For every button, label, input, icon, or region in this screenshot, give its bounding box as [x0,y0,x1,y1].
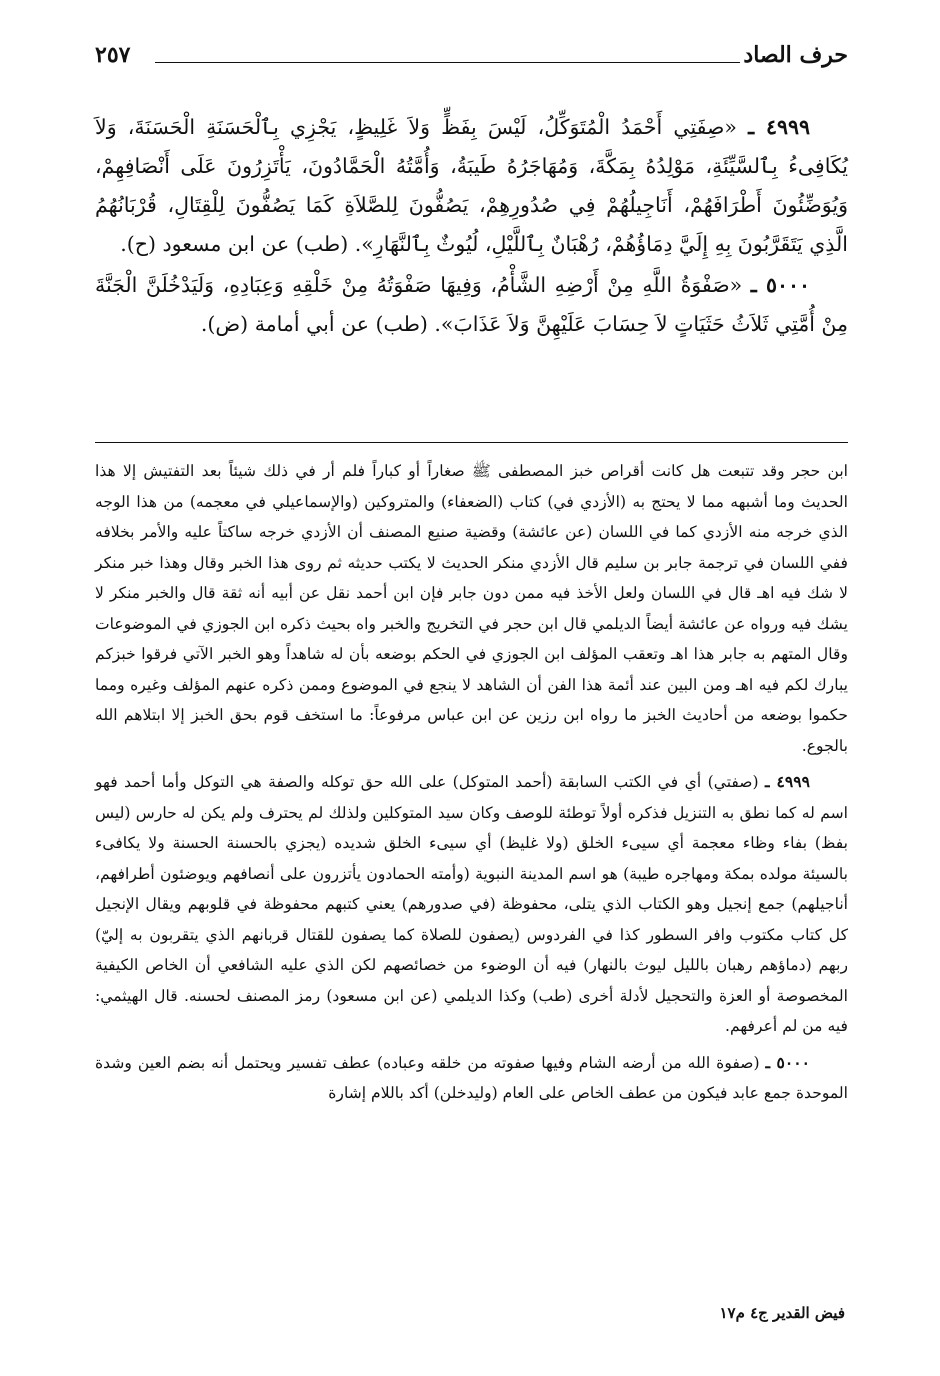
commentary-text: ابن حجر وقد تتبعت هل كانت أقراص خبز المصطفى ﷺ صغاراً أو كباراً فلم أر في ذلك شيئاً بعد التفتيش إلا هذا الحديث وما أشبهه مما لا يحتج به (الأزدي في) كتاب (الضعفاء) والمتروكين (والإسماعيلي في معجمه) من هذا الوجه الذي خرجه منه الأزدي كما في اللسان (عن عائشة) وقضية صنيع المصنف أن الأزدي خرجه ساكتاً عليه والأمر بخلافه ففي اللسان في ترجمة جابر بن سليم قال الأزدي منكر الحديث لا يكتب حديثه ثم روى هذا الخبر وقال وهذا خبر منكر لا شك فيه اهـ قال في اللسان ولعل الأخذ فيه ممن دون جابر فإن ابن أحمد نقل عن أبيه أنه ثقة قال والخبر منكر لا يشك فيه ورواه عن عائشة أيضاً الديلمي قال ابن حجر في التخريج والخبر واه بحيث ذكره ابن الجوزي في الموضوعات وقال المتهم به جابر هذا اهـ وتعقب المؤلف ابن الجوزي في الحكم بوضعه بأن له شاهداً وهو الخبر الآتي فرقوا خبزكم يبارك لكم فيه اهـ ومن البين عند أئمة هذا الفن أن الشاهد لا ينجع في الموضوع وممن ذكره عنهم المؤلف وغيره ومما حكموا بوضعه من أحاديث الخبز ما رواه ابن رزين عن ابن عباس مرفوعاً: ما استخف قوم بحق الخبز إلا ابتلاهم الله بالجوع. [95,462,848,755]
hadith-entry-4999 [95,108,848,264]
hadith-text: «صَفْوَةُ اللَّهِ مِنْ أَرْضِهِ الشَّأْمُ، وَفِيهَا صَفْوَتُهُ مِنْ خَلْقِهِ وَعِبَادِهِ، وَلَيَدْخُلَنَّ الْجَنَّةَ مِنْ أُمَّتِي ثَلاَثُ حَثَيَاتٍ لاَ حِسَابَ عَلَيْهِنَّ وَلاَ عَذَابَ». (طب) عن أبي أمامة (ض). [95,273,848,336]
section-divider [95,442,848,443]
commentary-text: (صفوة الله من أرضه الشام وفيها صفوته من خلقه وعباده) عطف تفسير ويحتمل أنه بضم العين وشدة الموحدة جمع عابد فيكون من عطف الخاص على العام (وليدخلن) أكد باللام إشارة [95,1053,848,1102]
commentary-paragraph-4999 [95,767,848,1042]
footer-signature: فيض القدير ج٤ م١٧ [719,1304,845,1322]
commentary-section [95,456,848,1115]
commentary-paragraph-continued [95,456,848,761]
commentary-text: (صفتي) أي في الكتب السابقة (أحمد المتوكل) على الله حق توكله والصفة هي التوكل وأما أحمد فهو اسم له كما نطق به التنزيل فذكره أولاً توطئة للوصف وكان سيد المتوكلين ولذلك لم يحترف ولم يكن له حارس (ليس بفظ) بفاء وظاء معجمة أي سيىء الخلق (ولا غليظ) أي سيىء الخلق شديده (يجزي بالحسنة الحسنة ولا يكافىء بالسيئة مولده بمكة ومهاجره طيبة) هو اسم المدينة النبوية (وأمته الحمادون يأتزرون على أنصافهم ويوضئون أطرافهم، أناجيلهم) جمع إنجيل وهو الكتاب الذي يتلى، محفوظة (في صدورهم) يعني كتبهم محفوظة في قلوبهم ويقال الإنجيل كل كتاب مكتوب وافر السطور كذا في الفردوس (يصفون للصلاة كما يصفون للقتال قربانهم الذي يتقربون به إليّ) ربهم (دماؤهم رهبان بالليل ليوث بالنهار) فيه أن الوضوء من خصائصهم لكن الذي عليه الشافعي أن الخاص الكيفية المخصوصة أو العزة والتحجيل لأدلة أخرى (طب) وكذا الديلمي (عن ابن مسعود) رمز المصنف لحسنه. قال الهيثمي: فيه من لم أعرفهم. [95,773,849,1035]
header-rule [155,62,740,63]
hadith-text: «صِفَتِي أَحْمَدُ الْمُتَوَكِّلُ، لَيْسَ بِفَظٍّ وَلاَ غَلِيظٍ، يَجْزِي بِٱلْحَسَنَةِ الْحَسَنَةَ، وَلاَ يُكَافِىءُ بِٱلسَّيِّئَةِ، مَوْلِدُهُ بِمَكَّةَ، وَمُهَاجَرُهُ طَيبَةُ، وَأُمَّتُهُ الْحَمَّادُونَ، يَأْتَزِرُونَ عَلَى أَنْصَافِهِمْ، وَيُوَضِّئُونَ أَطْرَافَهُمْ، أَنَاجِيلُهُمْ فِي صُدُورِهِمْ، يَصُفُّونَ لِلصَّلاَةِ كَمَا يَصُفُّونَ لِلْقِتَالِ، قُرْبَانُهُمُ الَّذِي يَتَقَرَّبُونَ بِهِ إِلَيَّ دِمَاؤُهُمْ، رُهْبَانٌ بِٱللَّيْلِ، لُيُوثٌ بِٱلنَّهَارِ». (طب) عن ابن مسعود (ح). [95,115,848,256]
commentary-number: ٤٩٩٩ ـ [765,772,810,791]
hadith-number: ٤٩٩٩ ـ [748,115,810,139]
running-title: حرف الصاد [743,42,848,68]
hadith-text-section [95,108,848,346]
page-header [95,40,848,80]
commentary-paragraph-5000 [95,1048,848,1109]
commentary-number: ٥٠٠٠ ـ [765,1052,811,1072]
hadith-entry-5000 [95,266,848,344]
hadith-number: ٥٠٠٠ ـ [750,273,810,297]
page-number: ٢٥٧ [95,42,131,68]
